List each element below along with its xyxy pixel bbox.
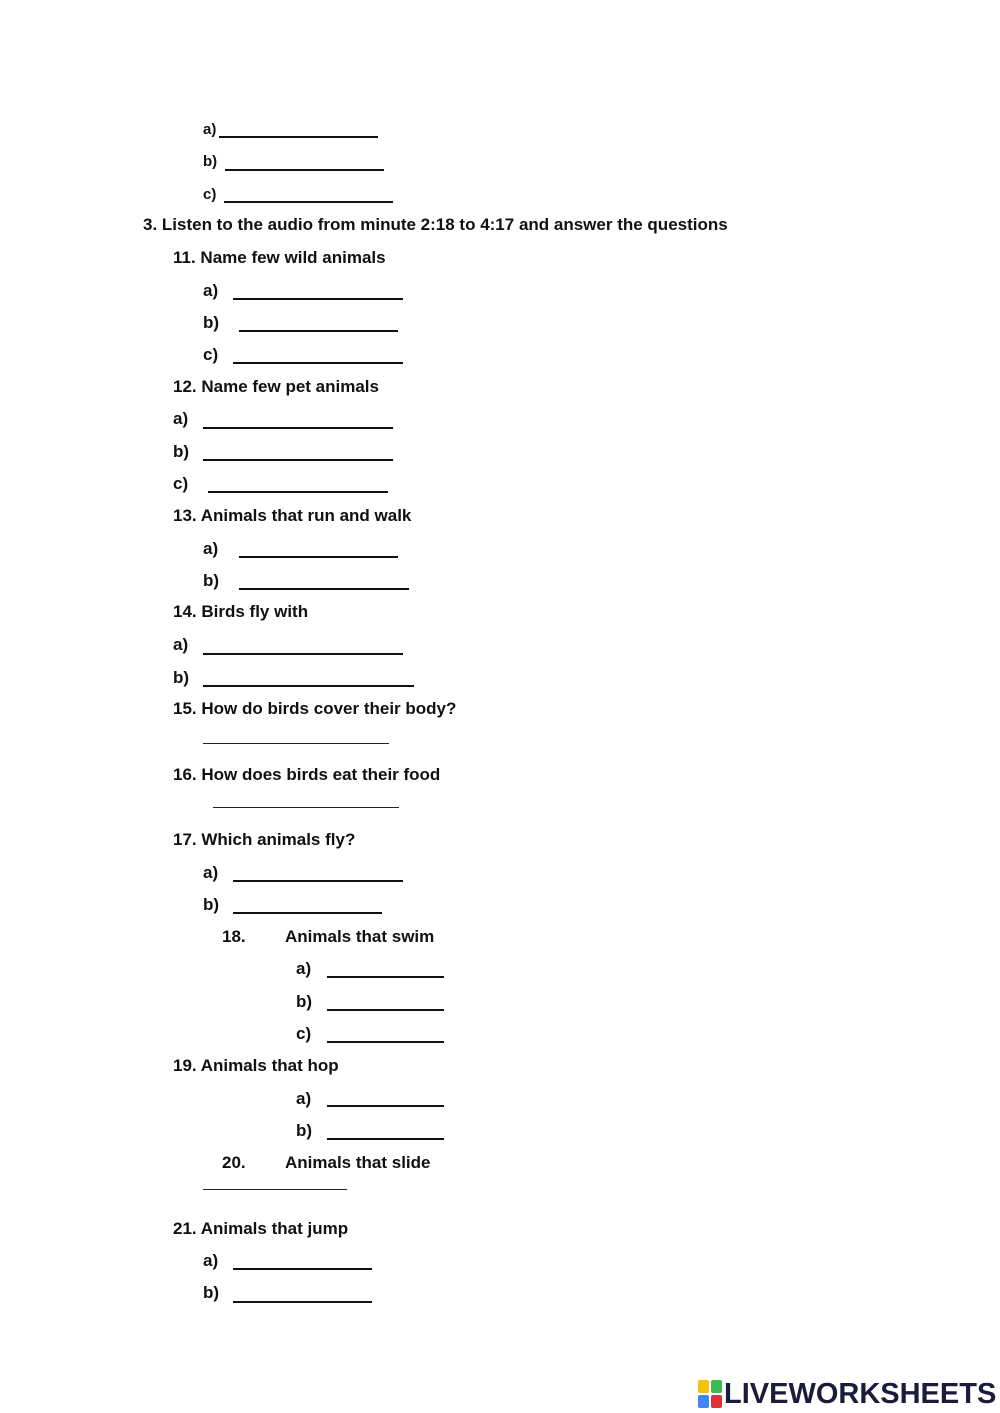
section-3-heading: 3. Listen to the audio from minute 2:18 to 4:17 and answer the questions <box>143 215 728 234</box>
prev-answer-b-input[interactable] <box>225 149 384 171</box>
prev-answer-c-input[interactable] <box>224 181 393 203</box>
q21-option-b-label: b) <box>203 1283 220 1302</box>
q11-option-c-label: c) <box>203 345 219 364</box>
question-13: 13. Animals that run and walk <box>173 506 412 525</box>
q14-option-b-label: b) <box>173 668 190 687</box>
q12-option-b-label: b) <box>173 442 190 461</box>
prev-option-c-label: c) <box>203 186 217 203</box>
q18-answer-c-input[interactable] <box>327 1021 444 1043</box>
q18-option-b-label: b) <box>296 992 313 1011</box>
q17-answer-a-input[interactable] <box>233 860 403 882</box>
question-20: Animals that slide <box>285 1153 431 1172</box>
q13-answer-b-input[interactable] <box>239 568 409 590</box>
q13-answer-a-input[interactable] <box>239 536 398 558</box>
liveworksheets-logo <box>698 1377 996 1411</box>
question-18: Animals that swim <box>285 927 435 946</box>
q20-answer-input[interactable] <box>203 1168 347 1190</box>
q14-answer-a-input[interactable] <box>203 633 403 655</box>
liveworksheets-logo-text: LIVEWORKSHEETS <box>724 1377 997 1410</box>
prev-option-b-label: b) <box>203 153 218 170</box>
q18-option-a-label: a) <box>296 959 312 978</box>
question-19: 19. Animals that hop <box>173 1056 339 1075</box>
q11-option-a-label: a) <box>203 281 219 300</box>
q18-option-c-label: c) <box>296 1024 312 1043</box>
q12-answer-b-input[interactable] <box>203 439 393 461</box>
liveworksheets-logo-icon <box>698 1380 722 1408</box>
q21-answer-b-input[interactable] <box>233 1281 372 1303</box>
q12-answer-a-input[interactable] <box>203 407 393 429</box>
q11-option-b-label: b) <box>203 313 220 332</box>
q11-answer-c-input[interactable] <box>233 342 403 364</box>
question-15: 15. How do birds cover their body? <box>173 699 457 718</box>
q12-option-a-label: a) <box>173 409 189 428</box>
q19-answer-a-input[interactable] <box>327 1085 444 1107</box>
question-12: 12. Name few pet animals <box>173 377 379 396</box>
q11-answer-b-input[interactable] <box>239 310 398 332</box>
prev-option-a-label: a) <box>203 121 217 138</box>
q14-option-a-label: a) <box>173 635 189 654</box>
question-14: 14. Birds fly with <box>173 602 309 621</box>
q18-answer-a-input[interactable] <box>327 956 444 978</box>
q15-answer-input[interactable] <box>203 722 389 744</box>
q19-option-b-label: b) <box>296 1121 313 1140</box>
q19-answer-b-input[interactable] <box>327 1118 444 1140</box>
question-20-number: 20. <box>222 1153 246 1172</box>
question-16: 16. How does birds eat their food <box>173 765 441 784</box>
q13-option-a-label: a) <box>203 539 219 558</box>
q11-answer-a-input[interactable] <box>233 278 403 300</box>
q21-option-a-label: a) <box>203 1251 219 1270</box>
question-21: 21. Animals that jump <box>173 1219 349 1238</box>
q12-option-c-label: c) <box>173 474 189 493</box>
q18-answer-b-input[interactable] <box>327 989 444 1011</box>
question-11: 11. Name few wild animals <box>173 248 386 267</box>
q14-answer-b-input[interactable] <box>203 665 414 687</box>
q17-option-b-label: b) <box>203 895 220 914</box>
q13-option-b-label: b) <box>203 571 220 590</box>
q16-answer-input[interactable] <box>213 786 399 808</box>
question-17: 17. Which animals fly? <box>173 830 356 849</box>
prev-answer-a-input[interactable] <box>219 116 378 138</box>
q17-answer-b-input[interactable] <box>233 892 382 914</box>
q21-answer-a-input[interactable] <box>233 1248 372 1270</box>
q12-answer-c-input[interactable] <box>208 471 388 493</box>
question-18-number: 18. <box>222 927 246 946</box>
q19-option-a-label: a) <box>296 1089 312 1108</box>
q17-option-a-label: a) <box>203 863 219 882</box>
